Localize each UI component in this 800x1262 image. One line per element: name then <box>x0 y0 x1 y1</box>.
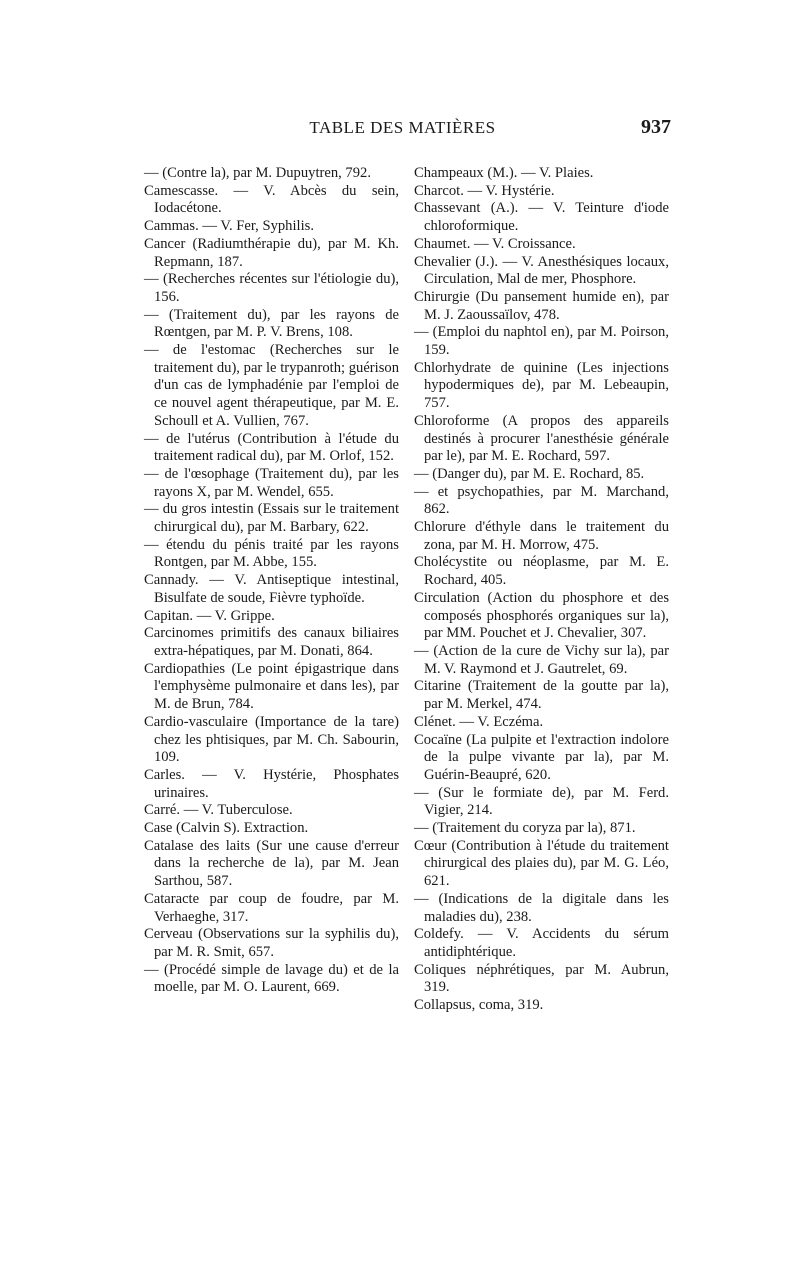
index-entry: — du gros intestin (Essais sur le traitement chirurgical du), par M. Barbary, 622. <box>144 501 399 536</box>
index-entry: Citarine (Traitement de la goutte par la), par M. Merkel, 474. <box>414 678 669 713</box>
index-entry: Cocaïne (La pulpite et l'extraction indolore de la pulpe vivante par la), par M. Guérin-Beaupré, 620. <box>414 731 669 783</box>
index-entry: — (Sur le formiate de), par M. Ferd. Vigier, 214. <box>414 784 669 819</box>
index-entry: Cerveau (Observations sur la syphilis du), par M. R. Smit, 657. <box>144 926 399 960</box>
index-entry: Chlorure d'éthyle dans le traitement du zona, par M. H. Morrow, 475. <box>414 519 669 553</box>
index-entry: Capitan. — V. Grippe. <box>144 607 275 624</box>
index-entry: Carcinomes primitifs des canaux biliaires extra-hépatiques, par M. Donati, 864. <box>144 625 399 659</box>
index-entry: Carles. — V. Hystérie, Phosphates urinaires. <box>144 766 399 801</box>
index-entry: Carré. — V. Tuberculose. <box>144 802 293 819</box>
index-entry: Cataracte par coup de foudre, par M. Verhaeghe, 317. <box>144 890 399 925</box>
index-entry: Camescasse. — V. Abcès du sein, Iodacétone. <box>144 182 399 217</box>
right-column <box>414 165 669 1015</box>
index-entry: — et psychopathies, par M. Marchand, 862. <box>414 483 669 518</box>
index-entry: Chirurgie (Du pansement humide en), par M. J. Zaoussaïlov, 478. <box>414 288 669 323</box>
index-entry: Cœur (Contribution à l'étude du traitement chirurgical des plaies du), par M. G. Léo, 621. <box>414 837 669 890</box>
index-entry: — (Traitement du), par les rayons de Rœntgen, par M. P. V. Brens, 108. <box>144 306 399 341</box>
index-entry: — (Emploi du naphtol en), par M. Poirson, 159. <box>414 324 669 359</box>
index-entry: — (Indications de la digitale dans les maladies du), 238. <box>414 890 669 925</box>
index-entry: — (Recherches récentes sur l'étiologie du), 156. <box>144 271 399 305</box>
running-title: TABLE DES MATIÈRES <box>309 118 496 137</box>
index-entry: Clénet. — V. Eczéma. <box>414 713 544 730</box>
index-entry: Coldefy. — V. Accidents du sérum antidiphtérique. <box>414 926 669 960</box>
index-entry: Cardio-vasculaire (Importance de la tare) chez les phtisiques, par M. Ch. Sabourin, 109. <box>144 713 399 766</box>
index-entry: Circulation (Action du phosphore et des composés phosphorés organiques sur la), par MM. Pouchet et J. Chevalier, 307. <box>414 589 669 642</box>
index-entry: — (Danger du), par M. E. Rochard, 85. <box>414 465 645 482</box>
index-entry: — (Procédé simple de lavage du) et de la moelle, par M. O. Laurent, 669. <box>144 961 399 996</box>
index-entry: — de l'utérus (Contribution à l'étude du traitement radical du), par M. Orlof, 152. <box>144 430 399 465</box>
index-entry: Case (Calvin S). Extraction. <box>144 820 309 837</box>
index-entry: Coliques néphrétiques, par M. Aubrun, 319. <box>414 961 669 996</box>
index-entry: Cardiopathies (Le point épigastrique dans l'emphysème pulmonaire et dans les), par M. de Brun, 784. <box>144 660 399 713</box>
index-entry: Charcot. — V. Hystérie. <box>414 182 555 199</box>
index-entry: Collapsus, coma, 319. <box>414 997 544 1014</box>
index-entry: — de l'estomac (Recherches sur le traitement du), par le trypanroth; guérison d'un cas de lymphadénie par l'emploi de ce nouvel agent thérapeutique, par M. E. Schoull et A. Vullien, 767. <box>144 342 399 429</box>
index-entry: Chassevant (A.). — V. Teinture d'iode chloroformique. <box>414 200 669 235</box>
index-entry: — (Action de la cure de Vichy sur la), par M. V. Raymond et J. Gautrelet, 69. <box>414 642 669 677</box>
index-entry: Cholécystite ou néoplasme, par M. E. Rochard, 405. <box>414 554 669 589</box>
index-entry: — (Traitement du coryza par la), 871. <box>414 820 636 837</box>
index-entry: — de l'œsophage (Traitement du), par les rayons X, par M. Wendel, 655. <box>144 465 399 500</box>
index-entry: Cannady. — V. Antiseptique intestinal, Bisulfate de soude, Fièvre typhoïde. <box>144 572 399 606</box>
index-entry: Champeaux (M.). — V. Plaies. <box>414 165 594 181</box>
index-entry: Catalase des laits (Sur une cause d'erreur dans la recherche de la), par M. Jean Sarthou, 587. <box>144 837 399 890</box>
page-header <box>134 118 671 142</box>
index-entry: Chlorhydrate de quinine (Les injections hypodermiques de), par M. Lebeaupin, 757. <box>414 359 669 412</box>
index-entry: Chaumet. — V. Croissance. <box>414 235 576 252</box>
left-column <box>144 165 399 997</box>
page-number: 937 <box>641 116 671 138</box>
index-entry: Chloroforme (A propos des appareils destinés à procurer l'anesthésie générale par le), par M. E. Rochard, 597. <box>414 412 669 465</box>
index-entry: — étendu du pénis traité par les rayons Rontgen, par M. Abbe, 155. <box>144 536 399 571</box>
index-entry: — (Contre la), par M. Dupuytren, 792. <box>144 165 371 181</box>
index-entry: Cancer (Radiumthérapie du), par M. Kh. Repmann, 187. <box>144 235 399 270</box>
index-entry: Chevalier (J.). — V. Anesthésiques locaux, Circulation, Mal de mer, Phosphore. <box>414 253 669 288</box>
index-entry: Cammas. — V. Fer, Syphilis. <box>144 218 314 235</box>
